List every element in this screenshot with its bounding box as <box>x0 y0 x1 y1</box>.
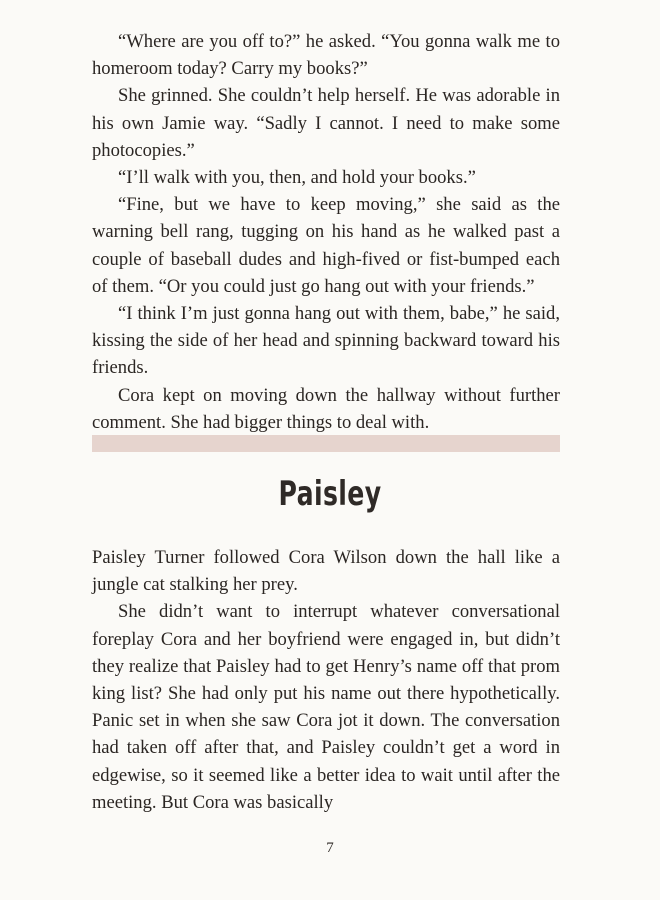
chapter-title: Paisley <box>278 474 382 514</box>
section-divider <box>92 435 560 452</box>
paragraph: Cora kept on moving down the hallway without further comment. She had bigger things to deal with. <box>92 384 560 433</box>
paragraph: “Where are you off to?” he asked. “You gonna walk me to homeroom today? Carry my books?” <box>92 31 560 80</box>
paragraph: “I’ll walk with you, then, and hold your books.” <box>118 167 476 189</box>
paragraph: “Fine, but we have to keep moving,” she said as the warning bell rang, tugging on his hand as he walked past a couple of baseball dudes and high-fived or fist-bumped each of them. “Or you could just go hang out with your friends.” <box>92 194 560 297</box>
top-text-section <box>92 28 560 436</box>
bottom-text-section <box>92 544 560 816</box>
paragraph: She didn’t want to interrupt whatever conversational foreplay Cora and her boyfriend were engaged in, but didn’t they realize that Paisley had to get Henry’s name off that prom king list? She had only put his name out there hypothetically. Panic set in when she saw Cora jot it down. The conversation had taken off after that, and Paisley couldn’t get a word in edgewise, so it seemed like a better idea to wait until after the meeting. But Cora was basically <box>92 601 560 813</box>
paragraph: She grinned. She couldn’t help herself. He was adorable in his own Jamie way. “Sadly I cannot. I need to make some photocopies.” <box>92 85 560 161</box>
paragraph: Paisley Turner followed Cora Wilson down the hall like a jungle cat stalking her prey. <box>92 547 560 596</box>
paragraph: “I think I’m just gonna hang out with them, babe,” he said, kissing the side of her head and spinning backward toward his friends. <box>92 303 560 379</box>
page-number: 7 <box>326 840 334 856</box>
